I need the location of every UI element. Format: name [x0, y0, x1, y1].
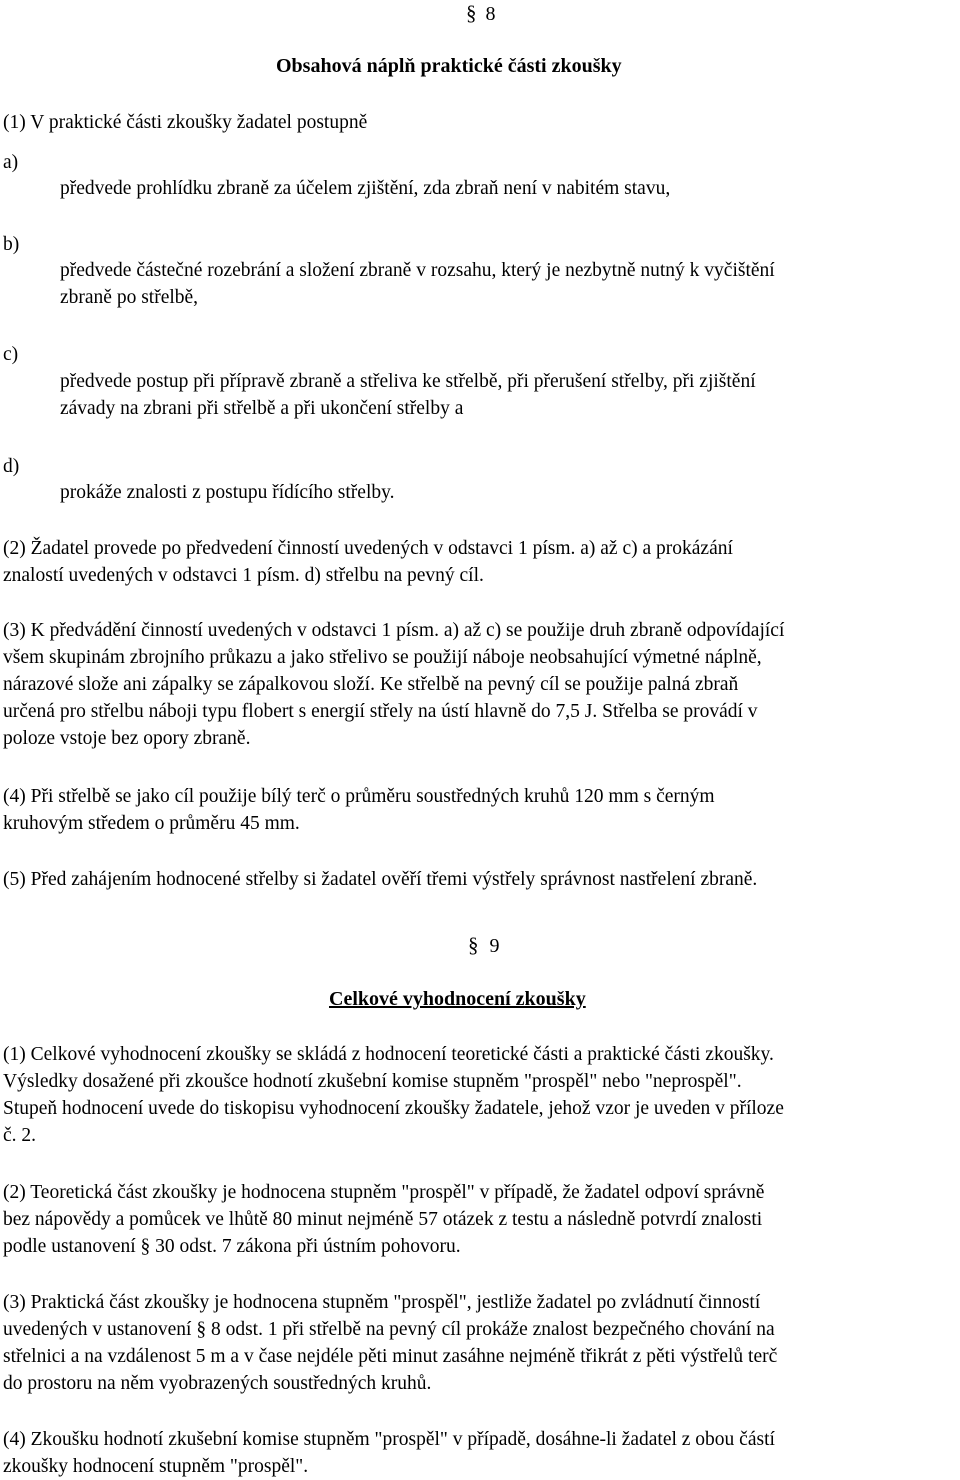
item-label: a): [3, 152, 19, 173]
paragraph-9-1: [3, 1041, 955, 1149]
item-label: c): [3, 344, 19, 365]
paragraph-line: střelnici a na vzdálenost 5 m a v čase nejdéle pěti minut zasáhne nejméně třikrát z pěti výstřelů terč: [3, 1346, 778, 1367]
paragraph-line: č. 2.: [3, 1125, 37, 1146]
paragraph-line: Výsledky dosažené při zkoušce hodnotí zkušební komise stupněm "prospěl" nebo "neprospěl".: [3, 1071, 742, 1092]
section-symbol: §: [468, 933, 479, 957]
item-line: prokáže znalosti z postupu řídícího střelby.: [60, 482, 395, 503]
paragraph-line: znalostí uvedených v odstavci 1 písm. d) střelbu na pevný cíl.: [3, 565, 484, 586]
item-line: závady na zbrani při střelbě a při ukončení střelby a: [60, 398, 464, 419]
paragraph-line: (4) Při střelbě se jako cíl použije bílý terč o průměru soustředných kruhů 120 mm s černým: [3, 786, 715, 807]
section-number: 8: [485, 3, 496, 25]
paragraph-line: nárazové slože ani zápalky se zápalkovou složí. Ke střelbě na pevný cíl se použije palná zbraň: [3, 674, 739, 695]
item-text: [60, 368, 950, 422]
section-9-number: [468, 932, 500, 960]
item-text: [60, 257, 950, 311]
paragraph-line: poloze vstoje bez opory zbraně.: [3, 728, 251, 749]
paragraph-line: uvedených v ustanovení § 8 odst. 1 při střelbě na pevný cíl prokáže znalost bezpečného chování na: [3, 1319, 775, 1340]
paragraph-line: (2) Žadatel provede po předvedení činností uvedených v odstavci 1 písm. a) až c) a prokázání: [3, 538, 733, 559]
paragraph-8-4: [3, 783, 955, 837]
item-line: předvede částečné rozebrání a složení zbraně v rozsahu, který je nezbytně nutný k vyčištění: [60, 260, 775, 281]
paragraph-line: (3) Praktická část zkoušky je hodnocena stupněm "prospěl", jestliže žadatel po zvládnutí činností: [3, 1292, 761, 1313]
item-label: d): [3, 456, 20, 477]
paragraph-line: (2) Teoretická část zkoušky je hodnocena stupněm "prospěl" v případě, že žadatel odpoví správně: [3, 1182, 765, 1203]
paragraph-8-3: [3, 617, 955, 752]
section-8-intro: (1) V praktické části zkoušky žadatel postupně: [3, 112, 368, 133]
paragraph-line: zkoušky hodnocení stupněm "prospěl".: [3, 1456, 309, 1477]
section-9-heading: Celkové vyhodnocení zkoušky: [329, 988, 586, 1010]
paragraph-9-3: [3, 1289, 955, 1397]
paragraph-line: všem skupinám zbrojního průkazu a jako střelivo se použijí náboje neobsahující výmetné náplně,: [3, 647, 762, 668]
item-line: předvede prohlídku zbraně za účelem zjištění, zda zbraň není v nabitém stavu,: [60, 178, 671, 199]
item-label: b): [3, 234, 20, 255]
paragraph-9-2: [3, 1179, 955, 1260]
paragraph-line: určená pro střelbu náboji typu flobert s energií střely na ústí hlavně do 7,5 J. Střelba se provádí v: [3, 701, 758, 722]
paragraph-line: do prostoru na něm vyobrazených soustředných kruhů.: [3, 1373, 432, 1394]
section-8-heading: Obsahová náplň praktické části zkoušky: [276, 55, 622, 77]
paragraph-8-5: [3, 866, 955, 893]
section-number: 9: [489, 935, 500, 957]
item-text: [60, 479, 950, 506]
paragraph-line: (5) Před zahájením hodnocené střelby si žadatel ověří třemi výstřely správnost nastřelení zbraně.: [3, 869, 758, 890]
paragraph-line: Stupeň hodnocení uvede do tiskopisu vyhodnocení zkoušky žadatele, jehož vzor je uveden v příloze: [3, 1098, 784, 1119]
paragraph-8-2: [3, 535, 955, 589]
item-line: předvede postup při přípravě zbraně a střeliva ke střelbě, při přerušení střelby, při zjištění: [60, 371, 756, 392]
paragraph-line: podle ustanovení § 30 odst. 7 zákona při ústním pohovoru.: [3, 1236, 461, 1257]
section-8-number: [466, 0, 496, 28]
item-text: [60, 175, 950, 202]
paragraph-9-4: [3, 1426, 955, 1480]
paragraph-line: (1) Celkové vyhodnocení zkoušky se skládá z hodnocení teoretické části a praktické části zkoušky.: [3, 1044, 774, 1065]
section-symbol: §: [466, 1, 477, 25]
paragraph-line: bez nápovědy a pomůcek ve lhůtě 80 minut nejméně 57 otázek z testu a následně potvrdí znalosti: [3, 1209, 763, 1230]
paragraph-line: kruhovým středem o průměru 45 mm.: [3, 813, 300, 834]
item-line: zbraně po střelbě,: [60, 287, 199, 308]
paragraph-line: (4) Zkoušku hodnotí zkušební komise stupněm "prospěl" v případě, dosáhne-li žadatel z obou částí: [3, 1429, 775, 1450]
paragraph-line: (3) K předvádění činností uvedených v odstavci 1 písm. a) až c) se použije druh zbraně odpovídající: [3, 620, 785, 641]
